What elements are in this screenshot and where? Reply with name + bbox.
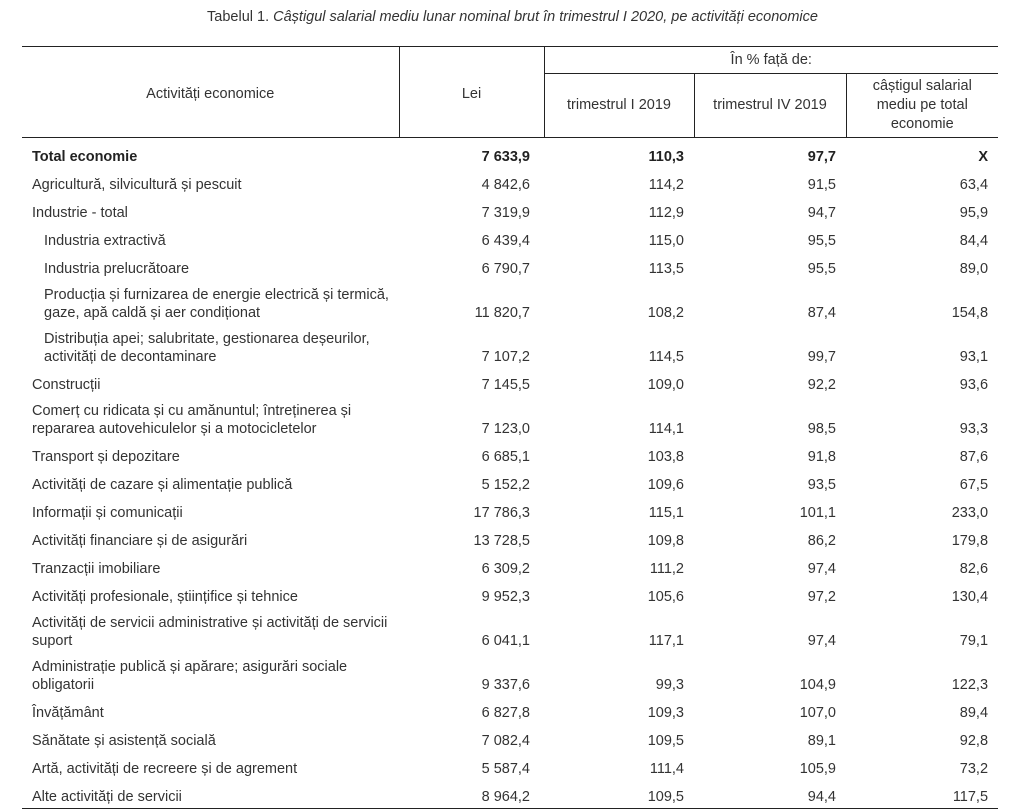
row-activity-name: Industria prelucrătoare [44, 261, 190, 277]
row-activity-name: Sănătate și asistență socială [32, 733, 216, 749]
table-row [22, 468, 998, 496]
row-lei-value: 6 309,2 [481, 561, 530, 577]
row-vs-total-value: 233,0 [951, 505, 989, 521]
table-row [22, 224, 998, 252]
row-q1-2019-value: 105,6 [647, 589, 684, 605]
row-q4-2019-value: 97,7 [807, 149, 836, 165]
row-activity-name: Administrație publică și apărare; asigurări sociale obligatorii [32, 659, 348, 693]
table-row [22, 608, 998, 652]
row-q4-2019-value: 89,1 [807, 733, 836, 749]
row-q1-2019-value: 111,2 [649, 561, 684, 577]
row-activity-name: Învățământ [32, 705, 104, 721]
row-lei-value: 7 082,4 [481, 733, 530, 749]
row-lei-value: 17 786,3 [473, 505, 530, 521]
row-q1-2019-value: 109,3 [647, 705, 684, 721]
row-q1-2019-value: 109,5 [544, 780, 694, 809]
row-vs-total-value: 82,6 [959, 561, 989, 577]
row-q4-2019-value: 101,1 [799, 505, 836, 521]
row-q1-2019-value: 110,3 [648, 149, 684, 165]
table-row [22, 396, 998, 440]
table-row [22, 252, 998, 280]
row-lei-value: 5 587,4 [481, 761, 530, 777]
header-q4-2019: trimestrul IV 2019 [694, 74, 846, 138]
row-q4-2019-value: 97,4 [807, 633, 836, 649]
row-q4-2019-value: 94,7 [807, 205, 836, 221]
table-row [22, 196, 998, 224]
row-vs-total-value: 79,1 [959, 633, 989, 649]
table-row [22, 696, 998, 724]
row-lei-value: 6 041,1 [481, 633, 530, 649]
row-lei-value: 8 964,2 [399, 780, 544, 809]
table-row [22, 652, 998, 696]
header-q1-2019: trimestrul I 2019 [544, 74, 694, 138]
row-vs-total-value: 89,0 [959, 261, 989, 277]
row-activity-name: Artă, activități de recreere și de agrement [32, 761, 298, 777]
row-q4-2019-value: 94,4 [694, 780, 846, 809]
row-q4-2019-value: 91,5 [807, 177, 836, 193]
row-activity-name: Activități financiare și de asigurări [32, 533, 248, 549]
row-lei-value: 9 337,6 [481, 677, 530, 693]
table-row [22, 524, 998, 552]
row-q1-2019-value: 114,1 [648, 421, 684, 437]
row-q1-2019-value: 108,2 [647, 305, 684, 321]
caption-title: Câștigul salarial mediu lunar nominal brut în trimestrul I 2020, pe activități economice [273, 9, 818, 25]
row-q4-2019-value: 104,9 [799, 677, 836, 693]
table-row [22, 752, 998, 780]
table-row [22, 440, 998, 468]
row-q4-2019-value: 99,7 [807, 349, 836, 365]
row-q4-2019-value: 107,0 [799, 705, 836, 721]
row-vs-total-value: 93,6 [959, 377, 989, 393]
table-body [22, 138, 998, 809]
row-lei-value: 6 827,8 [481, 705, 530, 721]
row-lei-value: 13 728,5 [473, 533, 530, 549]
row-q1-2019-value: 114,2 [648, 177, 684, 193]
header-lei: Lei [399, 47, 544, 138]
row-q1-2019-value: 109,5 [647, 733, 684, 749]
row-vs-total-value: 92,8 [959, 733, 989, 749]
row-vs-total-value: 122,3 [951, 677, 989, 693]
row-q1-2019-value: 112,9 [648, 205, 684, 221]
row-lei-value: 6 790,7 [481, 261, 530, 277]
row-q1-2019-value: 111,4 [649, 761, 684, 777]
row-lei-value: 6 439,4 [481, 233, 530, 249]
row-vs-total-value: X [978, 149, 989, 165]
table-row [22, 280, 998, 324]
row-activity-name: Total economie [32, 149, 138, 165]
row-vs-total-value: 67,5 [959, 477, 989, 493]
table-row [22, 780, 998, 809]
row-lei-value: 7 123,0 [481, 421, 530, 437]
caption-prefix: Tabelul 1. [207, 9, 270, 25]
row-lei-value: 7 319,9 [481, 205, 530, 221]
row-vs-total-value: 73,2 [959, 761, 989, 777]
row-vs-total-value: 117,5 [846, 780, 998, 809]
row-q1-2019-value: 115,1 [648, 505, 684, 521]
row-activity-name: Tranzacții imobiliare [32, 561, 161, 577]
row-vs-total-value: 179,8 [951, 533, 989, 549]
row-q4-2019-value: 97,4 [807, 561, 836, 577]
row-vs-total-value: 63,4 [959, 177, 989, 193]
row-lei-value: 11 820,7 [474, 305, 530, 321]
row-lei-value: 6 685,1 [481, 449, 530, 465]
row-q1-2019-value: 99,3 [655, 677, 684, 693]
header-percent-group: În % față de: [544, 47, 998, 74]
table-row [22, 368, 998, 396]
row-lei-value: 7 145,5 [481, 377, 530, 393]
row-vs-total-value: 95,9 [959, 205, 989, 221]
row-activity-name: Activități de cazare și alimentație publică [32, 477, 293, 493]
row-lei-value: 7 107,2 [481, 349, 530, 365]
row-q1-2019-value: 114,5 [648, 349, 684, 365]
header-vs-total: câștigul salarial mediu pe total economie [846, 74, 998, 138]
row-q4-2019-value: 95,5 [807, 261, 836, 277]
row-activity-name: Industrie - total [32, 205, 128, 221]
row-activity-name: Comerț cu ridicata și cu amănuntul; întreținerea și repararea autovehiculelor și a motocicletelor [32, 403, 352, 437]
row-q1-2019-value: 109,8 [647, 533, 684, 549]
table-row [22, 496, 998, 524]
row-lei-value: 5 152,2 [481, 477, 530, 493]
row-vs-total-value: 93,3 [959, 421, 989, 437]
row-q1-2019-value: 115,0 [648, 233, 684, 249]
row-vs-total-value: 87,6 [959, 449, 989, 465]
table-row [22, 138, 998, 169]
row-q1-2019-value: 113,5 [648, 261, 684, 277]
row-activity-name: Agricultură, silvicultură și pescuit [32, 177, 242, 193]
row-vs-total-value: 84,4 [959, 233, 989, 249]
row-vs-total-value: 130,4 [951, 589, 989, 605]
row-activity-name: Alte activități de servicii [22, 780, 399, 809]
row-lei-value: 4 842,6 [481, 177, 530, 193]
row-q4-2019-value: 87,4 [807, 305, 836, 321]
row-activity-name: Distribuția apei; salubritate, gestionarea deșeurilor, activități de decontaminare [44, 331, 370, 365]
row-activity-name: Construcții [32, 377, 101, 393]
row-q1-2019-value: 117,1 [648, 633, 684, 649]
row-activity-name: Activități de servicii administrative și activități de servicii suport [32, 615, 388, 649]
row-activity-name: Informații și comunicații [32, 505, 183, 521]
row-q4-2019-value: 92,2 [807, 377, 836, 393]
row-vs-total-value: 89,4 [959, 705, 989, 721]
row-q1-2019-value: 109,0 [647, 377, 684, 393]
header-activity: Activități economice [22, 47, 399, 138]
table-header [22, 47, 998, 138]
row-activity-name: Activități profesionale, științifice și tehnice [32, 589, 298, 605]
table-row [22, 724, 998, 752]
row-q4-2019-value: 86,2 [807, 533, 836, 549]
row-lei-value: 9 952,3 [481, 589, 530, 605]
row-q4-2019-value: 97,2 [807, 589, 836, 605]
row-vs-total-value: 154,8 [951, 305, 989, 321]
row-q4-2019-value: 95,5 [807, 233, 836, 249]
row-vs-total-value: 93,1 [959, 349, 989, 365]
row-q1-2019-value: 109,6 [647, 477, 684, 493]
row-q4-2019-value: 105,9 [799, 761, 836, 777]
row-activity-name: Industria extractivă [44, 233, 166, 249]
row-q4-2019-value: 98,5 [807, 421, 836, 437]
salary-table [22, 46, 998, 809]
table-row [22, 168, 998, 196]
table-row [22, 580, 998, 608]
table-caption [0, 9, 1025, 25]
row-activity-name: Producția și furnizarea de energie electrică și termică, gaze, apă caldă și aer condiționat [44, 287, 389, 321]
row-activity-name: Transport și depozitare [32, 449, 180, 465]
row-q4-2019-value: 91,8 [807, 449, 836, 465]
table-row [22, 552, 998, 580]
row-q4-2019-value: 93,5 [807, 477, 836, 493]
row-lei-value: 7 633,9 [481, 149, 530, 165]
table-row [22, 324, 998, 368]
row-q1-2019-value: 103,8 [647, 449, 684, 465]
